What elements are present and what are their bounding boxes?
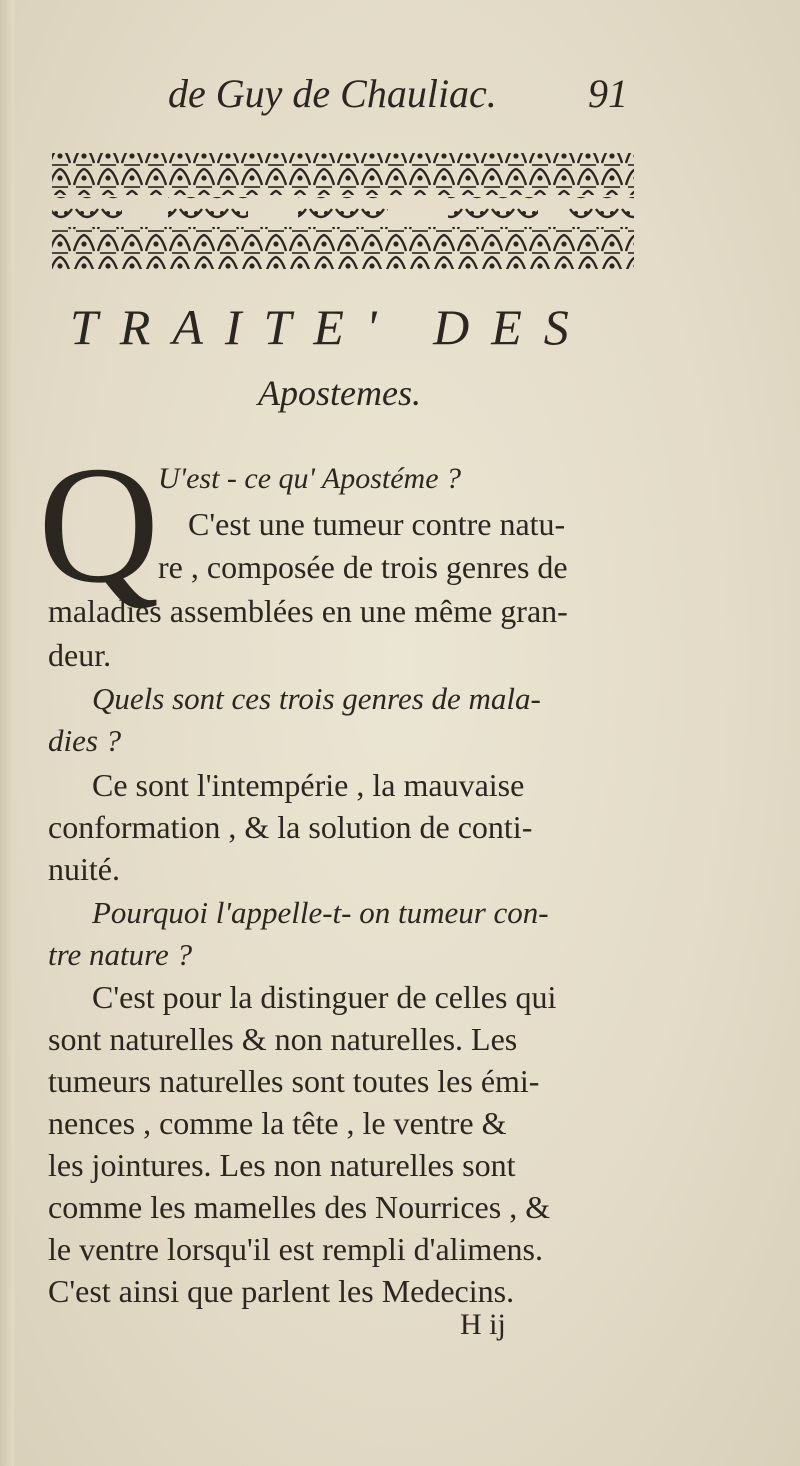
treatise-title: TRAITE' DES	[70, 299, 591, 355]
treatise-subtitle: Apostemes.	[258, 373, 421, 413]
question-2-line-1: Quels sont ces trois genres de mala-	[92, 681, 541, 716]
answer-3-line-6: comme les mamelles des Nourrices , &	[48, 1189, 551, 1225]
answer-1-line-4: deur.	[48, 637, 112, 673]
answer-3-line-3: tumeurs naturelles sont toutes les émi-	[48, 1063, 540, 1099]
question-2-line-2: dies ?	[48, 723, 122, 758]
question-3-line-1: Pourquoi l'appelle-t- on tumeur con-	[92, 895, 549, 930]
page-edge	[0, 0, 14, 1466]
drop-cap: Q	[38, 432, 160, 618]
answer-2-line-1: Ce sont l'intempérie , la mauvaise	[92, 767, 525, 803]
signature-mark: H ij	[460, 1308, 506, 1341]
ornament-band	[48, 145, 638, 277]
answer-3-line-4: nences , comme la tête , le ventre &	[48, 1105, 507, 1141]
answer-3-line-5: les jointures. Les non naturelles sont	[48, 1147, 516, 1183]
answer-3-line-2: sont naturelles & non naturelles. Les	[48, 1021, 518, 1057]
answer-1-line-1: C'est une tumeur contre natu-	[188, 506, 566, 542]
page-number: 91	[588, 71, 628, 116]
answer-1-line-3: maladies assemblées en une même gran-	[48, 593, 568, 629]
question-3-line-2: tre nature ?	[48, 937, 193, 972]
answer-3-line-8: C'est ainsi que parlent les Medecins.	[48, 1273, 515, 1309]
answer-1-line-2: re , composée de trois genres de	[158, 549, 568, 585]
question-1: U'est - ce qu' Apostéme ?	[158, 462, 462, 495]
answer-3-line-1: C'est pour la distinguer de celles qui	[92, 979, 557, 1015]
answer-2-line-3: nuité.	[48, 851, 120, 887]
answer-2-line-2: conformation , & la solution de conti-	[48, 809, 533, 845]
answer-3-line-7: le ventre lorsqu'il est rempli d'alimens.	[48, 1231, 543, 1267]
running-head: de Guy de Chauliac.	[168, 71, 497, 116]
